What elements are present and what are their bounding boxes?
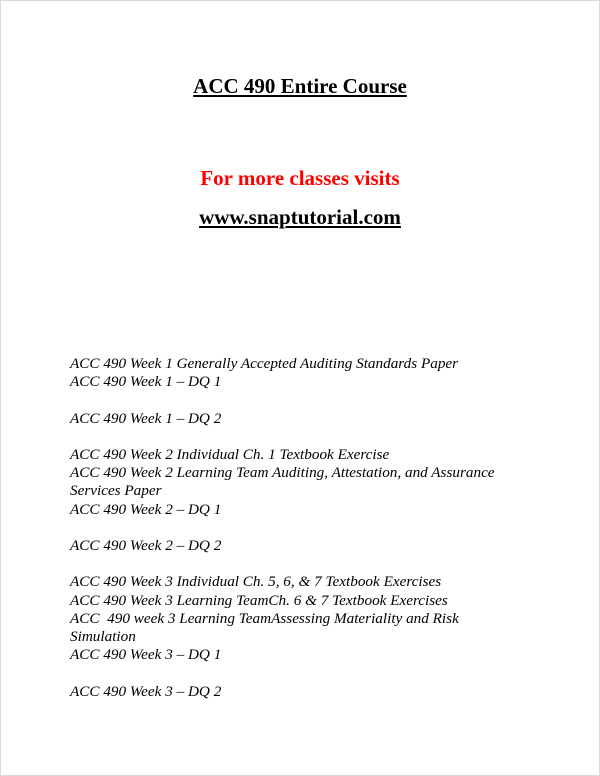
course-item: ACC 490 Week 2 Individual Ch. 1 Textbook Exercise	[70, 445, 390, 463]
document-title: ACC 490 Entire Course	[193, 74, 407, 98]
course-item: Simulation	[70, 627, 136, 645]
spacer	[70, 428, 540, 446]
course-item: ACC 490 Week 1 Generally Accepted Auditing Standards Paper	[70, 355, 459, 372]
course-item: ACC 490 Week 3 – DQ 1	[70, 646, 222, 664]
course-item: ACC 490 Week 3 Learning TeamCh. 6 & 7 Textbook Exercises	[70, 591, 448, 609]
spacer	[70, 664, 540, 682]
course-group	[70, 355, 540, 391]
spacer	[70, 555, 540, 573]
course-item: ACC 490 Week 3 Individual Ch. 5, 6, & 7 Textbook Exercises	[70, 573, 442, 591]
promo-text: For more classes visits	[200, 166, 400, 190]
course-item: Services Paper	[70, 482, 162, 500]
course-group	[70, 573, 540, 664]
course-group	[70, 410, 540, 428]
course-item: ACC 490 Week 1 – DQ 1	[70, 373, 222, 391]
course-item: ACC 490 Week 1 – DQ 2	[70, 409, 222, 427]
course-item: ACC 490 Week 2 – DQ 2	[70, 536, 222, 554]
course-item: ACC 490 Week 3 – DQ 2	[70, 682, 222, 700]
course-item: ACC 490 Week 2 Learning Team Auditing, Attestation, and Assurance	[70, 464, 495, 482]
course-group	[70, 446, 540, 519]
spacer	[70, 519, 540, 537]
course-group	[70, 683, 540, 701]
course-item: ACC 490 week 3 Learning TeamAssessing Materiality and Risk	[70, 609, 459, 627]
course-group	[70, 537, 540, 555]
spacer	[70, 391, 540, 409]
website-link[interactable]: www.snaptutorial.com	[199, 205, 401, 229]
course-item: ACC 490 Week 2 – DQ 1	[70, 500, 222, 518]
course-list	[70, 355, 540, 701]
